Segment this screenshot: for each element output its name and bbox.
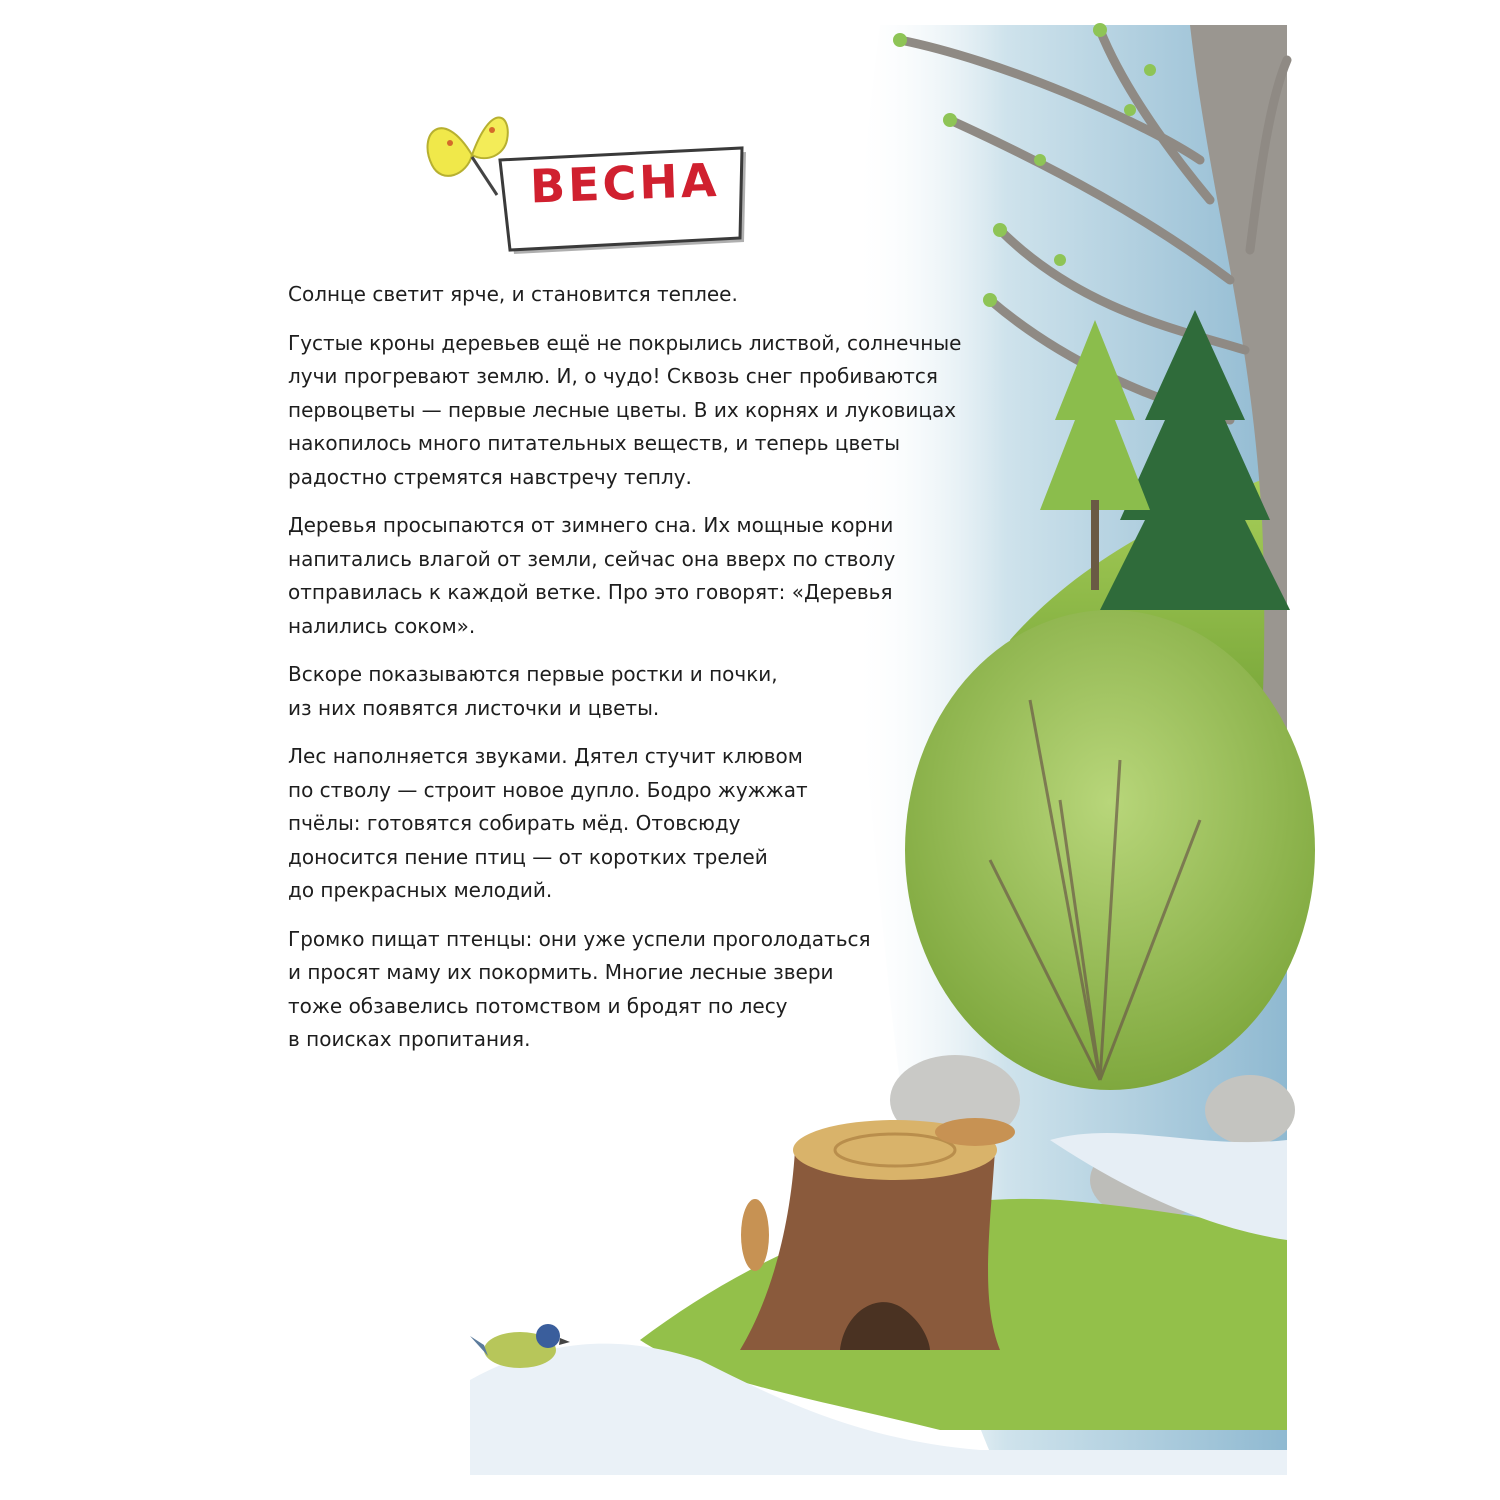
rock [1205,1075,1295,1145]
text-line: в поисках пропитания. [288,1027,531,1051]
text-line: Деревья просыпаются от зимнего сна. Их мощные корни [288,513,894,537]
text-line: до прекрасных мелодий. [288,878,553,902]
text-line: пчёлы: готовятся собирать мёд. Отовсюду [288,811,741,835]
text-line: тоже обзавелись потомством и бродят по лесу [288,993,788,1018]
text-line: Густые кроны деревьев ещё не покрылись листвой, солнечные [288,330,962,355]
text-line: доносится пение птиц — от коротких трелей [288,844,768,869]
text-line: Вскоре показываются первые ростки и почки, [288,662,778,686]
text-line: напитались влагой от земли, сейчас она вверх по стволу [288,546,896,571]
paragraph [288,327,962,495]
text-line: Лес наполняется звуками. Дятел стучит клювом [288,744,803,768]
bush [905,610,1315,1090]
text-line: по стволу — строит новое дупло. Бодро жужжат [288,777,808,802]
paragraph [288,923,908,1057]
text-line: Громко пищат птенцы: они уже успели проголодаться [288,926,871,951]
text-line: из них появятся листочки и цветы. [288,695,660,720]
mouse [935,1118,1015,1146]
paragraph [288,740,908,908]
text-line: накопилось много питательных веществ, и теперь цветы [288,431,901,455]
text-line: налились соком». [288,613,476,638]
page-title: ВЕСНА [529,152,721,214]
text-line: лучи прогревают землю. И, о чудо! Сквозь снег пробиваются [288,364,938,388]
paragraph [288,658,908,725]
text-line: и просят маму их покормить. Многие лесные звери [288,960,834,984]
body-text [288,278,962,1072]
paragraph [288,278,908,312]
mouse [741,1199,769,1271]
text-line: отправилась к каждой ветке. Про это говорят: «Деревья [288,580,893,604]
text-line: первоцветы — первые лесные цветы. В их корнях и луковицах [288,397,957,422]
butterfly-icon [412,95,522,210]
paragraph [288,509,908,643]
text-line: Солнце светит ярче, и становится теплее. [288,282,738,306]
text-line: радостно стремятся навстречу теплу. [288,464,692,489]
